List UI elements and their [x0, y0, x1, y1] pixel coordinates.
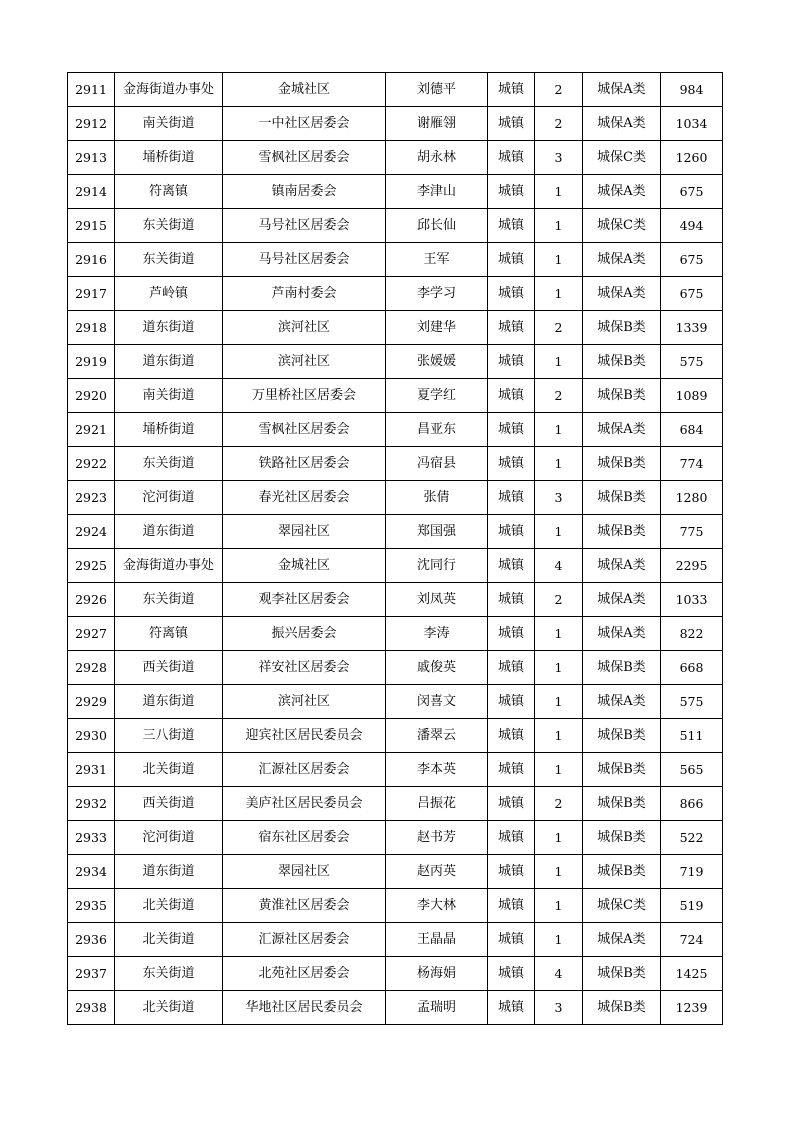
- cell-amount: 684: [661, 413, 723, 447]
- cell-category: 城保B类: [583, 991, 661, 1025]
- cell-record-no: 2914: [68, 175, 115, 209]
- table-row: [68, 923, 723, 957]
- cell-community: 北苑社区居委会: [223, 957, 386, 991]
- cell-subdistrict: 沱河街道: [115, 821, 223, 855]
- cell-community: 镇南居委会: [223, 175, 386, 209]
- cell-category: 城保C类: [583, 889, 661, 923]
- cell-name: 郑国强: [386, 515, 488, 549]
- cell-record-no: 2921: [68, 413, 115, 447]
- cell-community: 芦南村委会: [223, 277, 386, 311]
- cell-name: 夏学红: [386, 379, 488, 413]
- cell-community: 振兴居委会: [223, 617, 386, 651]
- cell-household-size: 1: [535, 175, 583, 209]
- table-row: [68, 379, 723, 413]
- cell-record-no: 2927: [68, 617, 115, 651]
- cell-category: 城保B类: [583, 855, 661, 889]
- cell-category: 城保A类: [583, 583, 661, 617]
- cell-area-type: 城镇: [488, 379, 535, 413]
- cell-household-size: 4: [535, 957, 583, 991]
- cell-area-type: 城镇: [488, 685, 535, 719]
- cell-community: 马号社区居委会: [223, 209, 386, 243]
- cell-household-size: 1: [535, 515, 583, 549]
- cell-category: 城保B类: [583, 651, 661, 685]
- cell-area-type: 城镇: [488, 73, 535, 107]
- cell-household-size: 1: [535, 753, 583, 787]
- cell-record-no: 2915: [68, 209, 115, 243]
- cell-category: 城保B类: [583, 515, 661, 549]
- cell-name: 张倩: [386, 481, 488, 515]
- cell-household-size: 1: [535, 889, 583, 923]
- cell-subdistrict: 沱河街道: [115, 481, 223, 515]
- cell-record-no: 2937: [68, 957, 115, 991]
- table-row: [68, 685, 723, 719]
- cell-area-type: 城镇: [488, 311, 535, 345]
- cell-record-no: 2918: [68, 311, 115, 345]
- cell-subdistrict: 西关街道: [115, 651, 223, 685]
- table-row: [68, 447, 723, 481]
- cell-area-type: 城镇: [488, 651, 535, 685]
- cell-area-type: 城镇: [488, 345, 535, 379]
- cell-amount: 1260: [661, 141, 723, 175]
- cell-community: 雪枫社区居委会: [223, 141, 386, 175]
- cell-subdistrict: 金海街道办事处: [115, 73, 223, 107]
- cell-category: 城保B类: [583, 379, 661, 413]
- cell-amount: 775: [661, 515, 723, 549]
- cell-community: 金城社区: [223, 549, 386, 583]
- cell-community: 雪枫社区居委会: [223, 413, 386, 447]
- cell-community: 美庐社区居民委员会: [223, 787, 386, 821]
- cell-area-type: 城镇: [488, 413, 535, 447]
- cell-area-type: 城镇: [488, 141, 535, 175]
- table-row: [68, 855, 723, 889]
- cell-area-type: 城镇: [488, 719, 535, 753]
- cell-amount: 575: [661, 345, 723, 379]
- cell-record-no: 2911: [68, 73, 115, 107]
- cell-amount: 984: [661, 73, 723, 107]
- cell-record-no: 2917: [68, 277, 115, 311]
- cell-category: 城保A类: [583, 685, 661, 719]
- cell-area-type: 城镇: [488, 107, 535, 141]
- cell-name: 潘翠云: [386, 719, 488, 753]
- cell-community: 翠园社区: [223, 515, 386, 549]
- cell-record-no: 2931: [68, 753, 115, 787]
- cell-subdistrict: 东关街道: [115, 447, 223, 481]
- cell-household-size: 1: [535, 345, 583, 379]
- cell-area-type: 城镇: [488, 753, 535, 787]
- cell-household-size: 1: [535, 447, 583, 481]
- cell-category: 城保B类: [583, 345, 661, 379]
- cell-household-size: 1: [535, 855, 583, 889]
- cell-name: 刘德平: [386, 73, 488, 107]
- cell-amount: 1425: [661, 957, 723, 991]
- cell-record-no: 2926: [68, 583, 115, 617]
- table-row: [68, 753, 723, 787]
- cell-area-type: 城镇: [488, 855, 535, 889]
- cell-community: 万里桥社区居委会: [223, 379, 386, 413]
- table-row: [68, 311, 723, 345]
- cell-name: 李本英: [386, 753, 488, 787]
- table-row: [68, 209, 723, 243]
- cell-category: 城保B类: [583, 481, 661, 515]
- cell-name: 李涛: [386, 617, 488, 651]
- cell-amount: 719: [661, 855, 723, 889]
- cell-area-type: 城镇: [488, 243, 535, 277]
- cell-community: 迎宾社区居民委员会: [223, 719, 386, 753]
- cell-area-type: 城镇: [488, 583, 535, 617]
- cell-record-no: 2924: [68, 515, 115, 549]
- cell-record-no: 2923: [68, 481, 115, 515]
- table-row: [68, 175, 723, 209]
- table-row: [68, 889, 723, 923]
- cell-area-type: 城镇: [488, 447, 535, 481]
- cell-name: 邱长仙: [386, 209, 488, 243]
- cell-amount: 1239: [661, 991, 723, 1025]
- cell-amount: 724: [661, 923, 723, 957]
- cell-household-size: 2: [535, 311, 583, 345]
- cell-community: 汇源社区居委会: [223, 923, 386, 957]
- cell-subdistrict: 西关街道: [115, 787, 223, 821]
- allowance-table: [67, 72, 723, 1025]
- cell-subdistrict: 道东街道: [115, 311, 223, 345]
- table-row: [68, 141, 723, 175]
- cell-amount: 575: [661, 685, 723, 719]
- cell-category: 城保B类: [583, 447, 661, 481]
- cell-community: 滨河社区: [223, 311, 386, 345]
- cell-subdistrict: 北关街道: [115, 991, 223, 1025]
- cell-name: 杨海娟: [386, 957, 488, 991]
- cell-category: 城保B类: [583, 787, 661, 821]
- cell-amount: 675: [661, 175, 723, 209]
- cell-community: 铁路社区居委会: [223, 447, 386, 481]
- cell-category: 城保A类: [583, 413, 661, 447]
- cell-name: 吕振花: [386, 787, 488, 821]
- table-row: [68, 515, 723, 549]
- cell-subdistrict: 东关街道: [115, 209, 223, 243]
- cell-amount: 675: [661, 243, 723, 277]
- cell-household-size: 3: [535, 141, 583, 175]
- cell-category: 城保B类: [583, 753, 661, 787]
- cell-amount: 494: [661, 209, 723, 243]
- cell-name: 李学习: [386, 277, 488, 311]
- cell-subdistrict: 金海街道办事处: [115, 549, 223, 583]
- cell-record-no: 2925: [68, 549, 115, 583]
- cell-amount: 2295: [661, 549, 723, 583]
- cell-household-size: 2: [535, 107, 583, 141]
- table-row: [68, 787, 723, 821]
- cell-name: 闵喜文: [386, 685, 488, 719]
- table-row: [68, 651, 723, 685]
- cell-area-type: 城镇: [488, 889, 535, 923]
- cell-area-type: 城镇: [488, 209, 535, 243]
- cell-category: 城保A类: [583, 243, 661, 277]
- table-row: [68, 413, 723, 447]
- cell-household-size: 1: [535, 209, 583, 243]
- cell-category: 城保B类: [583, 311, 661, 345]
- cell-community: 滨河社区: [223, 345, 386, 379]
- cell-record-no: 2938: [68, 991, 115, 1025]
- cell-record-no: 2936: [68, 923, 115, 957]
- cell-household-size: 4: [535, 549, 583, 583]
- cell-amount: 822: [661, 617, 723, 651]
- cell-amount: 522: [661, 821, 723, 855]
- cell-subdistrict: 道东街道: [115, 345, 223, 379]
- table-row: [68, 277, 723, 311]
- cell-household-size: 2: [535, 583, 583, 617]
- cell-household-size: 1: [535, 923, 583, 957]
- table-row: [68, 991, 723, 1025]
- table-row: [68, 583, 723, 617]
- cell-name: 谢雁翎: [386, 107, 488, 141]
- cell-area-type: 城镇: [488, 175, 535, 209]
- cell-community: 祥安社区居委会: [223, 651, 386, 685]
- cell-category: 城保A类: [583, 277, 661, 311]
- cell-category: 城保A类: [583, 175, 661, 209]
- cell-name: 赵书芳: [386, 821, 488, 855]
- cell-amount: 866: [661, 787, 723, 821]
- table-body: [68, 73, 723, 1025]
- cell-household-size: 1: [535, 821, 583, 855]
- cell-category: 城保B类: [583, 821, 661, 855]
- cell-subdistrict: 北关街道: [115, 753, 223, 787]
- cell-record-no: 2913: [68, 141, 115, 175]
- cell-area-type: 城镇: [488, 787, 535, 821]
- cell-category: 城保A类: [583, 73, 661, 107]
- cell-community: 一中社区居委会: [223, 107, 386, 141]
- cell-area-type: 城镇: [488, 549, 535, 583]
- cell-community: 黄淮社区居委会: [223, 889, 386, 923]
- cell-area-type: 城镇: [488, 617, 535, 651]
- cell-amount: 1280: [661, 481, 723, 515]
- cell-name: 戚俊英: [386, 651, 488, 685]
- cell-subdistrict: 南关街道: [115, 107, 223, 141]
- table-row: [68, 957, 723, 991]
- cell-category: 城保A类: [583, 923, 661, 957]
- cell-community: 滨河社区: [223, 685, 386, 719]
- cell-community: 汇源社区居委会: [223, 753, 386, 787]
- cell-amount: 774: [661, 447, 723, 481]
- cell-subdistrict: 东关街道: [115, 583, 223, 617]
- cell-area-type: 城镇: [488, 481, 535, 515]
- table-row: [68, 73, 723, 107]
- cell-record-no: 2933: [68, 821, 115, 855]
- cell-record-no: 2922: [68, 447, 115, 481]
- cell-household-size: 1: [535, 277, 583, 311]
- cell-name: 赵丙英: [386, 855, 488, 889]
- cell-amount: 675: [661, 277, 723, 311]
- cell-subdistrict: 符离镇: [115, 617, 223, 651]
- cell-name: 冯宿县: [386, 447, 488, 481]
- cell-record-no: 2932: [68, 787, 115, 821]
- cell-area-type: 城镇: [488, 515, 535, 549]
- table-row: [68, 107, 723, 141]
- cell-record-no: 2930: [68, 719, 115, 753]
- cell-household-size: 1: [535, 651, 583, 685]
- cell-area-type: 城镇: [488, 821, 535, 855]
- cell-record-no: 2920: [68, 379, 115, 413]
- cell-subdistrict: 南关街道: [115, 379, 223, 413]
- table-row: [68, 719, 723, 753]
- cell-subdistrict: 道东街道: [115, 855, 223, 889]
- cell-household-size: 3: [535, 481, 583, 515]
- cell-community: 华地社区居民委员会: [223, 991, 386, 1025]
- cell-amount: 565: [661, 753, 723, 787]
- cell-household-size: 1: [535, 413, 583, 447]
- cell-name: 胡永林: [386, 141, 488, 175]
- cell-name: 李大林: [386, 889, 488, 923]
- cell-community: 马号社区居委会: [223, 243, 386, 277]
- cell-name: 刘建华: [386, 311, 488, 345]
- cell-subdistrict: 北关街道: [115, 889, 223, 923]
- table-row: [68, 821, 723, 855]
- cell-household-size: 2: [535, 73, 583, 107]
- cell-amount: 668: [661, 651, 723, 685]
- table-row: [68, 549, 723, 583]
- cell-record-no: 2928: [68, 651, 115, 685]
- cell-record-no: 2919: [68, 345, 115, 379]
- cell-subdistrict: 埇桥街道: [115, 141, 223, 175]
- cell-name: 昌亚东: [386, 413, 488, 447]
- cell-area-type: 城镇: [488, 957, 535, 991]
- cell-area-type: 城镇: [488, 277, 535, 311]
- cell-name: 孟瑞明: [386, 991, 488, 1025]
- cell-record-no: 2929: [68, 685, 115, 719]
- cell-name: 李津山: [386, 175, 488, 209]
- cell-household-size: 1: [535, 719, 583, 753]
- cell-category: 城保C类: [583, 141, 661, 175]
- cell-subdistrict: 东关街道: [115, 243, 223, 277]
- cell-subdistrict: 符离镇: [115, 175, 223, 209]
- cell-household-size: 2: [535, 379, 583, 413]
- cell-household-size: 1: [535, 685, 583, 719]
- cell-amount: 1034: [661, 107, 723, 141]
- cell-subdistrict: 三八街道: [115, 719, 223, 753]
- cell-category: 城保C类: [583, 209, 661, 243]
- cell-household-size: 2: [535, 787, 583, 821]
- cell-subdistrict: 埇桥街道: [115, 413, 223, 447]
- cell-amount: 511: [661, 719, 723, 753]
- cell-area-type: 城镇: [488, 923, 535, 957]
- cell-amount: 519: [661, 889, 723, 923]
- table-row: [68, 617, 723, 651]
- cell-record-no: 2935: [68, 889, 115, 923]
- cell-community: 观李社区居委会: [223, 583, 386, 617]
- cell-household-size: 1: [535, 617, 583, 651]
- cell-name: 王军: [386, 243, 488, 277]
- table-row: [68, 345, 723, 379]
- cell-subdistrict: 东关街道: [115, 957, 223, 991]
- cell-category: 城保A类: [583, 617, 661, 651]
- table-row: [68, 243, 723, 277]
- cell-subdistrict: 道东街道: [115, 515, 223, 549]
- cell-record-no: 2916: [68, 243, 115, 277]
- cell-household-size: 3: [535, 991, 583, 1025]
- cell-category: 城保A类: [583, 549, 661, 583]
- table-row: [68, 481, 723, 515]
- cell-amount: 1339: [661, 311, 723, 345]
- cell-name: 王晶晶: [386, 923, 488, 957]
- cell-community: 翠园社区: [223, 855, 386, 889]
- cell-name: 沈同行: [386, 549, 488, 583]
- cell-subdistrict: 芦岭镇: [115, 277, 223, 311]
- cell-community: 宿东社区居委会: [223, 821, 386, 855]
- cell-household-size: 1: [535, 243, 583, 277]
- cell-record-no: 2912: [68, 107, 115, 141]
- cell-community: 金城社区: [223, 73, 386, 107]
- cell-category: 城保B类: [583, 957, 661, 991]
- cell-area-type: 城镇: [488, 991, 535, 1025]
- cell-amount: 1033: [661, 583, 723, 617]
- cell-subdistrict: 北关街道: [115, 923, 223, 957]
- cell-name: 刘凤英: [386, 583, 488, 617]
- cell-community: 春光社区居委会: [223, 481, 386, 515]
- cell-record-no: 2934: [68, 855, 115, 889]
- cell-name: 张媛媛: [386, 345, 488, 379]
- cell-subdistrict: 道东街道: [115, 685, 223, 719]
- cell-category: 城保B类: [583, 719, 661, 753]
- cell-category: 城保A类: [583, 107, 661, 141]
- cell-amount: 1089: [661, 379, 723, 413]
